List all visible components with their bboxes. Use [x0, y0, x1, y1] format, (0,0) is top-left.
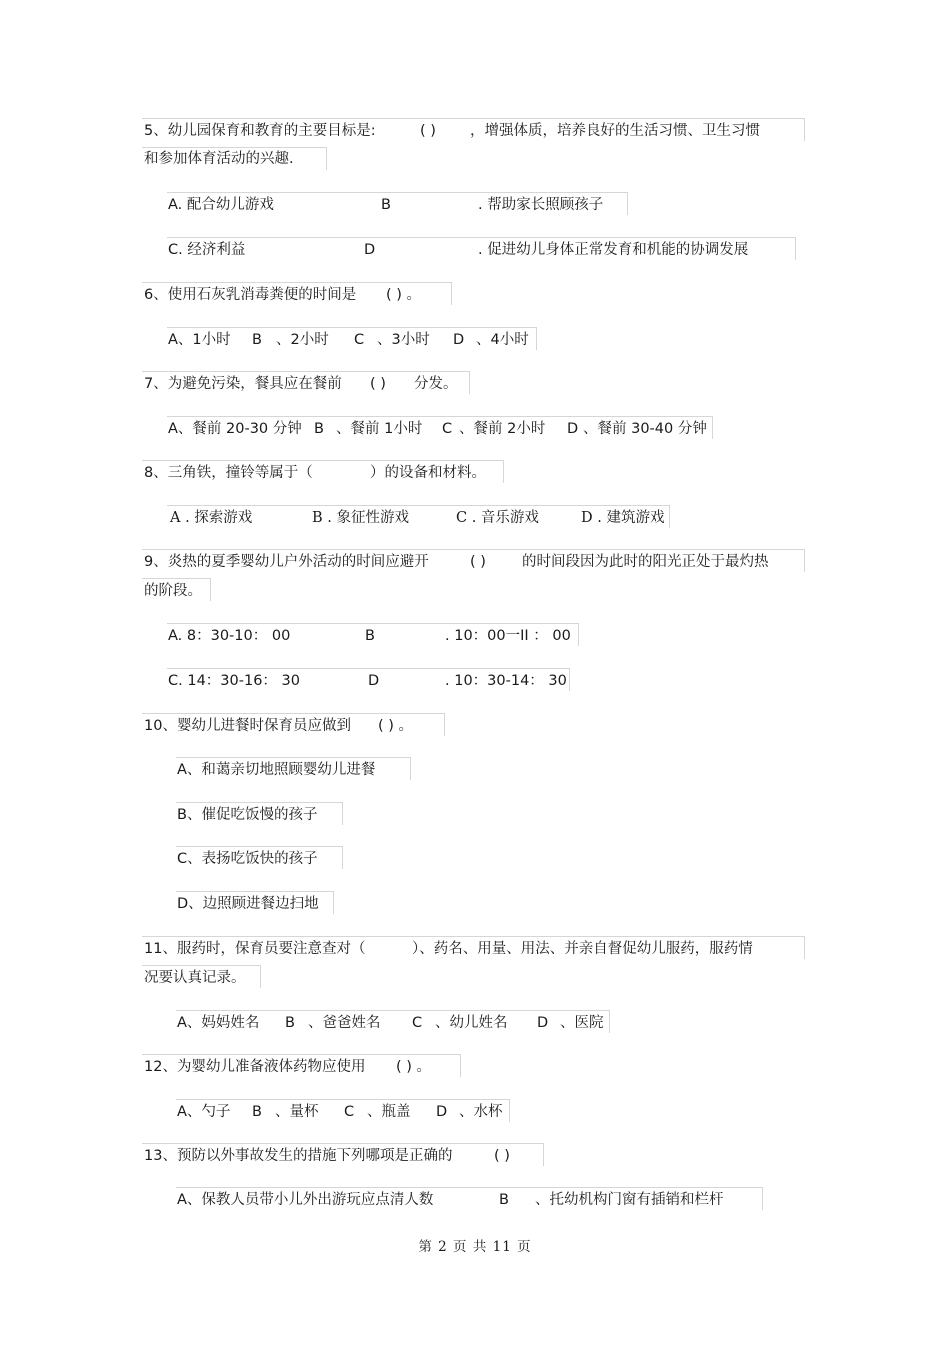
- q9-opt-d-text: . 10：30-14： 30: [445, 673, 567, 689]
- q6-opt-d: 、4小时: [476, 332, 529, 348]
- q6-stem-a: 6、使用石灰乳消毒粪便的时间是: [144, 287, 357, 303]
- q13-opt-b-letter: B: [499, 1192, 509, 1208]
- q11-stem-a: 11、服药时，保育员要注意查对（: [144, 941, 366, 957]
- q5-stem-c: ，增强体质，培养良好的生活习惯、卫生习惯: [470, 123, 760, 139]
- q7-opt-d: 、餐前 30-40 分钟: [583, 421, 707, 437]
- q7-opt-b-letter: B: [314, 421, 324, 437]
- q11-opt-c-letter: C: [412, 1015, 423, 1031]
- q11-opt-b-letter: B: [285, 1015, 295, 1031]
- q5-stem-a: 5、幼儿园保育和教育的主要目标是:: [144, 123, 376, 139]
- q7-opt-a: A、餐前 20-30 分钟: [168, 421, 302, 437]
- q11-opt-d: 、医院: [560, 1015, 604, 1031]
- q11-opt-b: 、爸爸姓名: [308, 1015, 381, 1031]
- q10-opt-b: B、催促吃饭慢的孩子: [177, 807, 318, 823]
- q7-opt-c-letter: C: [442, 421, 453, 437]
- q5-opt-a: A. 配合幼儿游戏: [168, 197, 274, 213]
- q8-opt-b: B . 象征性游戏: [312, 510, 409, 526]
- q6-stem-b: ( ) 。: [386, 287, 422, 303]
- q10-opt-d: D、边照顾进餐边扫地: [177, 896, 319, 912]
- q6-opt-c-letter: C: [354, 332, 365, 348]
- q12-opt-c: 、瓶盖: [367, 1104, 411, 1120]
- q11-opt-a: A、妈妈姓名: [177, 1015, 260, 1031]
- q10-opt-a: A、和蔼亲切地照顾婴幼儿进餐: [177, 762, 376, 778]
- q5-opt-b-text: . 帮助家长照顾孩子: [478, 197, 604, 213]
- q6-opt-c: 、3小时: [377, 332, 430, 348]
- q7-opt-b: 、餐前 1小时: [336, 421, 423, 437]
- q12-opt-c-letter: C: [344, 1104, 355, 1120]
- q10-opt-c: C、表扬吃饭快的孩子: [177, 851, 318, 867]
- q11-stem-b: ）、药名、用量、用法、并亲自督促幼儿服药，服药情: [412, 941, 753, 957]
- q12-stem-b: ( ) 。: [396, 1059, 432, 1075]
- q7-stem-a: 7、为避免污染，餐具应在餐前: [144, 376, 342, 392]
- q7-stem-b: ( ): [370, 376, 386, 392]
- q8-opt-c: C . 音乐游戏: [456, 510, 539, 526]
- q9-opt-b-text: . 10：00一II ： 00: [445, 628, 571, 644]
- q9-stem-a: 9、炎热的夏季婴幼儿户外活动的时间应避开: [144, 554, 429, 570]
- q11-opt-d-letter: D: [537, 1015, 549, 1031]
- page-number-footer: 第 2 页 共 11 页: [418, 1239, 532, 1255]
- q5-stem-blank: ( ): [420, 123, 436, 139]
- q11-stem-line2: 况要认真记录。: [144, 970, 246, 986]
- q5-opt-c: C. 经济利益: [168, 242, 246, 258]
- q8-opt-a: A . 探索游戏: [170, 510, 253, 526]
- q13-opt-a: A、保教人员带小儿外出游玩应点清人数: [177, 1192, 434, 1208]
- q11-opt-c: 、幼儿姓名: [435, 1015, 508, 1031]
- q12-opt-d: 、水杯: [459, 1104, 503, 1120]
- q12-opt-b-letter: B: [252, 1104, 262, 1120]
- q10-stem-a: 10、婴幼儿进餐时保育员应做到: [144, 718, 351, 734]
- q9-opt-d-letter: D: [368, 673, 380, 689]
- q6-opt-b-letter: B: [252, 332, 262, 348]
- q13-opt-b: 、托幼机构门窗有插销和栏杆: [535, 1192, 724, 1208]
- q7-opt-c: 、餐前 2小时: [459, 421, 546, 437]
- q9-stem-line2: 的阶段。: [144, 583, 202, 599]
- q5-opt-b-letter: B: [381, 197, 391, 213]
- q10-stem-b: ( ) 。: [378, 718, 414, 734]
- q8-stem-a: 8、三角铁，撞铃等属于（: [144, 465, 313, 481]
- q12-opt-b: 、量杯: [275, 1104, 319, 1120]
- q9-opt-c: C. 14：30-16： 30: [168, 673, 300, 689]
- q13-stem-b: ( ): [494, 1148, 510, 1164]
- q6-opt-a: A、1小时: [168, 332, 231, 348]
- q9-opt-b-letter: B: [365, 628, 375, 644]
- q8-stem-b: ）的设备和材料。: [370, 465, 486, 481]
- q12-stem-a: 12、为婴幼儿准备液体药物应使用: [144, 1059, 366, 1075]
- q5-stem-line2: 和参加体育活动的兴趣.: [144, 151, 294, 167]
- q5-opt-d-letter: D: [364, 242, 376, 258]
- q12-opt-a: A、勺子: [177, 1104, 231, 1120]
- q9-stem-blank: ( ): [470, 554, 486, 570]
- q9-stem-c: 的时间段因为此时的阳光正处于最灼热: [522, 554, 769, 570]
- q13-stem-a: 13、预防以外事故发生的措施下列哪项是正确的: [144, 1148, 453, 1164]
- q12-opt-d-letter: D: [436, 1104, 448, 1120]
- q8-opt-d: D . 建筑游戏: [581, 510, 665, 526]
- q6-opt-d-letter: D: [453, 332, 465, 348]
- q7-stem-c: 分发。: [414, 376, 458, 392]
- q5-opt-d-text: . 促进幼儿身体正常发育和机能的协调发展: [478, 242, 749, 258]
- q9-opt-a: A. 8：30-10： 00: [168, 628, 291, 644]
- q6-opt-b: 、2小时: [276, 332, 329, 348]
- q7-opt-d-letter: D: [567, 421, 579, 437]
